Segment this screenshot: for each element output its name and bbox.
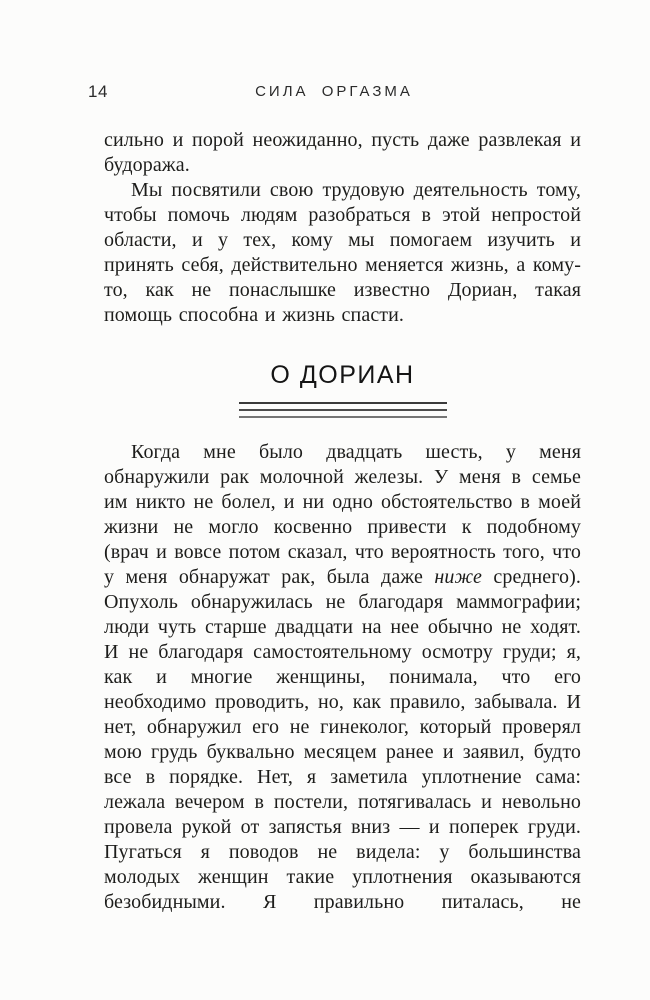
divider-line xyxy=(239,402,447,404)
paragraph-text: Когда мне было двадцать шесть, у меня обнаружили рак молочной железы. У меня в семье им никто не болел, и ни одно обстоятельство в моей жизни не могло косвенно привести к подобному (врач и вовсе потом сказал, что вероятность того, что у меня обнаружат рак, была даже xyxy=(104,441,581,588)
divider-line xyxy=(239,416,447,418)
running-title: СИЛА ОРГАЗМА xyxy=(255,83,413,100)
paragraph xyxy=(104,440,581,915)
paragraph-continuation: сильно и порой неожиданно, пусть даже развлекая и будоража. xyxy=(104,129,581,176)
paragraph: Мы посвятили свою трудовую деятельность тому, чтобы помочь людям разобраться в этой непростой области, и у тех, кому мы помогаем изучить и принять себя, действительно меняется жизнь, а кому-то, как не понаслышке известно Дориан, такая помощь способна и жизнь спасти. xyxy=(104,179,581,326)
italic-word: ниже xyxy=(434,566,482,588)
text-column xyxy=(104,128,581,915)
divider-line xyxy=(239,409,447,411)
paragraph-text: среднего). Опухоль обнаружилась не благодаря маммографии; люди чуть старше двадцати на нее обычно не ходят. И не благодаря самостоятельному осмотру груди; я, как и многие женщины, понимала, что его необходимо проводить, но, как правило, забывала. И нет, обнаружил его не гинеколог, который проверял мою грудь буквально месяцем ранее и заявил, будто все в порядке. Нет, я заметила уплотнение сама: лежала вечером в постели, потягивалась и невольно провела рукой от запястья вниз — и поперек груди. Пугаться я поводов не видела: у большинства молодых женщин такие уплотнения оказываются безобидными. Я правильно питалась, не xyxy=(104,566,581,913)
page-header xyxy=(88,82,580,102)
section-divider xyxy=(239,402,447,418)
section-heading: О ДОРИАН xyxy=(270,361,415,389)
page-number: 14 xyxy=(88,82,108,101)
